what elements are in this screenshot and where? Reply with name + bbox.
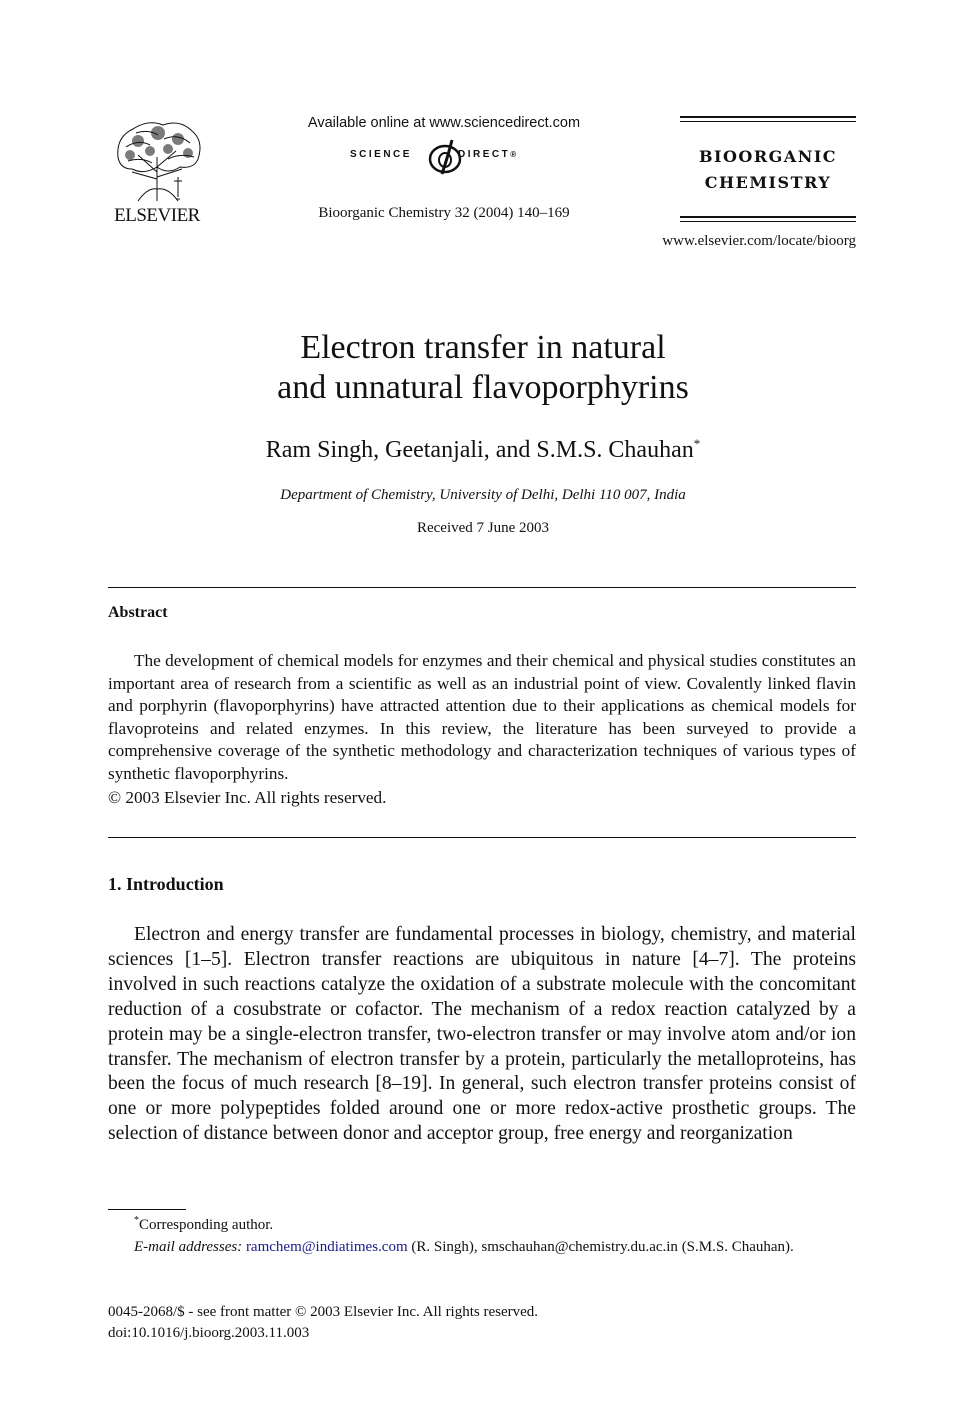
email-owner-chauhan: (S.M.S. Chauhan). — [681, 1239, 794, 1255]
elsevier-logo — [108, 117, 206, 227]
journal-name-line2: CHEMISTRY — [704, 173, 832, 192]
title-line-1: Electron transfer in natural — [300, 329, 666, 366]
elsevier-tree-icon — [108, 117, 206, 203]
journal-name — [680, 144, 856, 196]
abstract-heading: Abstract — [108, 604, 168, 621]
top-double-rule — [680, 116, 856, 122]
footnote-emails — [108, 1237, 856, 1258]
available-online-text: Available online at www.sciencedirect.com — [307, 115, 581, 131]
affiliation: Department of Chemistry, University of Delhi, Delhi 110 007, India — [280, 487, 686, 503]
footnote-corresponding — [134, 1215, 273, 1234]
received-date: Received 7 June 2003 — [416, 520, 550, 536]
email-link-chauhan[interactable]: smschauhan@chemistry.du.ac.in — [481, 1239, 678, 1255]
email-label: E-mail addresses: — [134, 1239, 243, 1255]
registered-mark: ® — [510, 150, 517, 159]
journal-citation: Bioorganic Chemistry 32 (2004) 140–169 — [318, 205, 570, 221]
sd-right-text — [458, 149, 516, 160]
article-title — [108, 328, 858, 408]
sciencedirect-logo — [340, 136, 550, 178]
journal-url-link[interactable]: www.elsevier.com/locate/bioorg — [662, 233, 856, 249]
title-line-2: and unnatural flavoporphyrins — [277, 369, 689, 406]
sd-left-text: SCIENCE — [350, 149, 412, 160]
footnote-rule — [108, 1209, 186, 1210]
corresponding-author-text: Corresponding author. — [139, 1217, 274, 1233]
abstract-copyright: © 2003 Elsevier Inc. All rights reserved. — [108, 788, 387, 807]
authors-text: Ram Singh, Geetanjali, and S.M.S. Chauhan — [265, 437, 694, 463]
issn-line: 0045-2068/$ - see front matter © 2003 Elsevier Inc. All rights reserved. — [108, 1304, 539, 1320]
corresponding-author-mark[interactable]: * — [693, 436, 701, 451]
introduction-body: Electron and energy transfer are fundamental processes in biology, chemistry, and material sciences [1–5]. Electron transfer reactions are ubiquitous in nature [4–7]. The proteins involved in such reactions catalyze the oxidation of a substrate molecule with the concomitant reduction of a cosubstrate or cofactor. The mechanism of a redox reaction catalyzed by a protein may be a single-electron transfer, two-electron transfer or may involve atom and/or ion transfer. The mechanism of electron transfer by a protein, particularly the metalloproteins, has been the focus of much research [8–19]. In general, such electron transfer proteins consist of one or more polypeptides folded around one or more redox-active prosthetic groups. The selection of distance between donor and acceptor group, free energy and reorganization — [108, 924, 856, 1145]
divider-top — [108, 587, 856, 588]
email-owner-singh: (R. Singh), — [411, 1239, 478, 1255]
abstract-body: The development of chemical models for enzymes and their chemical and physical studies constitutes an important area of research from a scientific as well as an industrial point of view. Covalently linked flavin and porphyrin (flavoporphyrins) have attracted attention due to their applications as chemical models for flavoproteins and related enzymes. In this review, the literature has been surveyed to provide a comprehensive coverage of the synthetic methodology and characterization techniques of various types of synthetic flavoporphyrins. — [108, 651, 856, 783]
sd-right-word: DIRECT — [458, 149, 511, 160]
doi-line[interactable]: doi:10.1016/j.bioorg.2003.11.003 — [108, 1325, 310, 1341]
email-link-singh[interactable]: ramchem@indiatimes.com — [245, 1239, 408, 1255]
publisher-name: ELSEVIER — [114, 205, 200, 226]
author-list — [108, 436, 858, 464]
section-heading-introduction: 1. Introduction — [108, 874, 224, 894]
footnote-mark: * — [134, 1215, 139, 1226]
divider-bottom — [108, 837, 856, 838]
journal-name-line1: BIOORGANIC — [698, 147, 838, 166]
bottom-double-rule — [680, 216, 856, 222]
front-matter-info — [108, 1302, 538, 1344]
journal-title-box — [680, 116, 856, 224]
